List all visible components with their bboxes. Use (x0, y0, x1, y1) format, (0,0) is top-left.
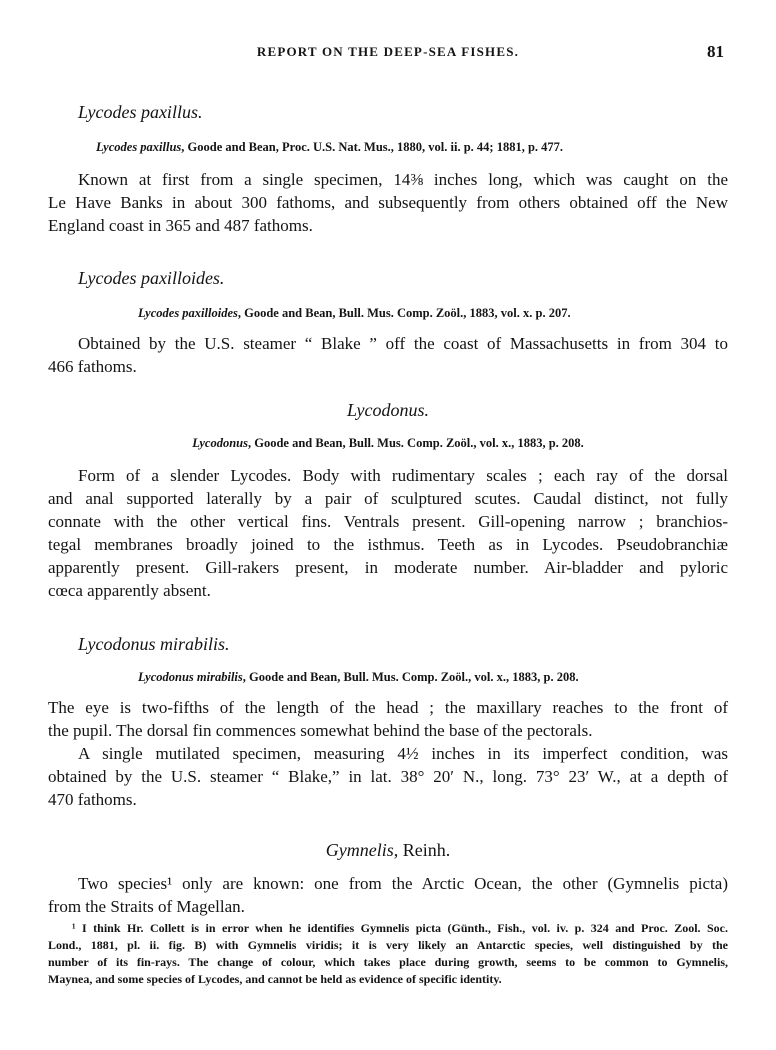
footnote-line: ¹ I think Hr. Collett is in error when he identifies Gymnelis picta (Günth., Fish., vol. iv. p. 324 and Proc. Zool. Soc. (72, 921, 728, 935)
running-head: REPORT ON THE DEEP-SEA FISHES. (256, 44, 520, 59)
text-line: apparently present. Gill-rakers present, in moderate number. Air-bladder and pyloric (48, 558, 728, 577)
text-line: obtained by the U.S. steamer “ Blake,” in lat. 38° 20′ N., long. 73° 23′ W., at a depth of (48, 767, 728, 786)
text-line: 466 fathoms. (48, 357, 137, 376)
text-line: 470 fathoms. (48, 790, 137, 809)
citation-reference: , Goode and Bean, Bull. Mus. Comp. Zoöl., vol. x., 1883, p. 208. (242, 670, 579, 684)
citation-reference: , Goode and Bean, Proc. U.S. Nat. Mus., 1880, vol. ii. p. 44; 1881, p. 477. (181, 140, 564, 154)
text-line: Le Have Banks in about 300 fathoms, and subsequently from others obtained off the New (48, 193, 728, 212)
citation-lycodonus (48, 436, 728, 451)
text-line: A single mutilated specimen, measuring 4½ inches in its imperfect condition, was (78, 744, 728, 763)
citation-species-name: Lycodes paxillus (96, 140, 182, 154)
genus-heading-lycodonus: Lycodonus. (347, 400, 429, 420)
citation-species-name: Lycodes paxilloides (138, 306, 238, 320)
genus-name: Gymnelis (325, 840, 394, 860)
text-line: tegal membranes broadly joined to the isthmus. Teeth as in Lycodes. Pseudobranchiæ (48, 535, 728, 554)
description-lycodonus-mirabilis (48, 696, 728, 811)
description-lycodes-paxilloides (48, 332, 728, 378)
text-line: England coast in 365 and 487 fathoms. (48, 216, 313, 235)
species-heading-lycodes-paxilloides: Lycodes paxilloides. (78, 268, 225, 288)
description-lycodes-paxillus (48, 168, 728, 237)
text-line: cœca apparently absent. (48, 581, 211, 600)
footnote-line: Maynea, and some species of Lycodes, and cannot be held as evidence of specific identity. (48, 972, 502, 986)
text-line: Obtained by the U.S. steamer “ Blake ” off the coast of Massachusetts in from 304 to (78, 334, 728, 353)
citation-species-name: Lycodonus (192, 436, 248, 450)
footnote (48, 920, 728, 988)
text-line: and anal supported laterally by a pair of sculptured scutes. Caudal distinct, not fully (48, 489, 728, 508)
citation-lycodes-paxilloides (138, 306, 718, 321)
citation-lycodonus-mirabilis (138, 670, 718, 685)
text-line: The eye is two-fifths of the length of the head ; the maxillary reaches to the front of (48, 698, 728, 717)
description-lycodonus (48, 464, 728, 602)
genus-author: , Reinh. (393, 840, 451, 860)
footnote-line: number of its fin-rays. The change of colour, which takes place during growth, seems to be common to Gymnelis, (48, 955, 728, 969)
text-line: connate with the other vertical fins. Ventrals present. Gill-opening narrow ; branchios- (48, 512, 728, 531)
genus-heading-gymnelis (48, 840, 728, 861)
text-line: Form of a slender Lycodes. Body with rudimentary scales ; each ray of the dorsal (78, 466, 728, 485)
page-number: 81 (707, 42, 724, 61)
citation-lycodes-paxillus (96, 140, 716, 155)
citation-species-name: Lycodonus mirabilis (138, 670, 243, 684)
text-line: Two species¹ only are known: one from the Arctic Ocean, the other (Gymnelis picta) (78, 874, 728, 893)
page-header (48, 44, 728, 66)
description-gymnelis (48, 872, 728, 918)
text-line: Known at first from a single specimen, 14⅜ inches long, which was caught on the (78, 170, 728, 189)
text-line: the pupil. The dorsal fin commences somewhat behind the base of the pectorals. (48, 721, 593, 740)
citation-reference: , Goode and Bean, Bull. Mus. Comp. Zoöl., vol. x., 1883, p. 208. (247, 436, 584, 450)
footnote-line: Lond., 1881, pl. ii. fig. B) with Gymnelis viridis; it is very likely an Antarctic species, well distinguished by the (48, 938, 728, 952)
text-line: from the Straits of Magellan. (48, 897, 245, 916)
species-heading-lycodes-paxillus: Lycodes paxillus. (78, 102, 203, 122)
citation-reference: , Goode and Bean, Bull. Mus. Comp. Zoöl., 1883, vol. x. p. 207. (237, 306, 571, 320)
species-heading-lycodonus-mirabilis: Lycodonus mirabilis. (78, 634, 230, 654)
